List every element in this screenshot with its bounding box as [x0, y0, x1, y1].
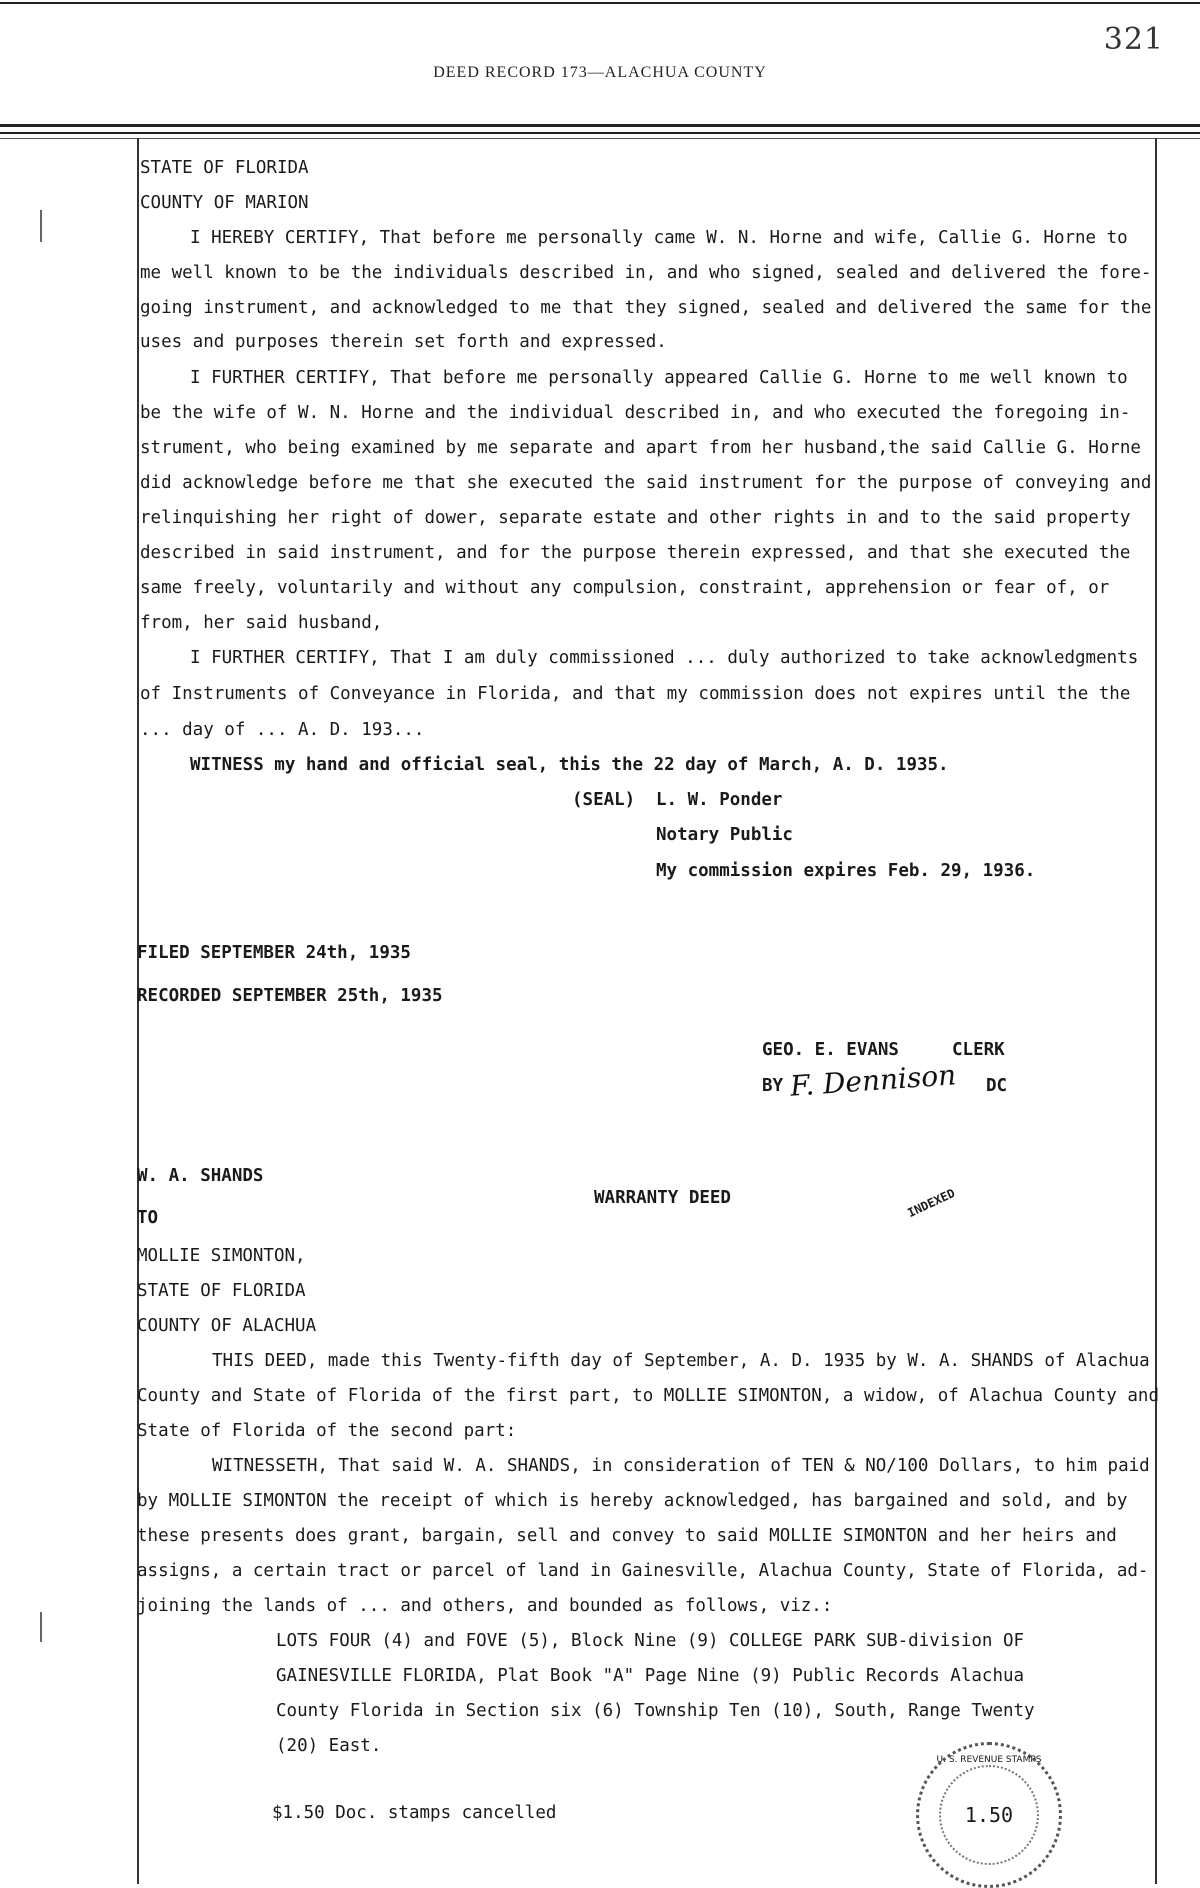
cert-text-line: strument, who being examined by me separate and apart from her husband,the said Callie G. Horne	[140, 438, 1141, 458]
notary-title: Notary Public	[656, 825, 793, 845]
legal-description-line: GAINESVILLE FLORIDA, Plat Book "A" Page Nine (9) Public Records Alachua	[276, 1666, 1025, 1686]
cert-text-line: be the wife of W. N. Horne and the individual described in, and who executed the foregoing in-	[140, 403, 1131, 423]
cert-text-line: going instrument, and acknowledged to me that they signed, sealed and delivered the same for the	[140, 298, 1152, 318]
revenue-stamp	[916, 1742, 1062, 1888]
clerk-signature: F. Dennison	[789, 1058, 958, 1103]
deed-text-line: State of Florida of the second part:	[137, 1421, 517, 1441]
indexed-stamp: INDEXED	[905, 1185, 958, 1221]
cert-seal-label: (SEAL)	[572, 790, 636, 810]
revenue-stamp-text: U. S. REVENUE STAMPS	[936, 1755, 1042, 1765]
deed-to: TO	[137, 1208, 159, 1228]
deed-text-line: by MOLLIE SIMONTON the receipt of which is hereby acknowledged, has bargained and sold, and by	[137, 1491, 1128, 1511]
cert-text-line: described in said instrument, and for the purpose therein expressed, and that she executed the	[140, 543, 1131, 563]
deed-text-line: joining the lands of ... and others, and bounded as follows, viz.:	[137, 1596, 833, 1616]
page-number: 321	[1103, 22, 1164, 57]
by-label: BY	[762, 1076, 784, 1096]
revenue-stamp-amount: 1.50	[964, 1803, 1014, 1827]
cert-text-line: did acknowledge before me that she executed the said instrument for the purpose of conveying and	[140, 473, 1152, 493]
margin-mark	[40, 1612, 42, 1642]
recorded-date: RECORDED SEPTEMBER 25th, 1935	[137, 986, 443, 1006]
left-margin-line	[137, 138, 139, 1884]
header-rule-3	[0, 138, 1200, 139]
deed-text-line: WITNESSETH, That said W. A. SHANDS, in consideration of TEN & NO/100 Dollars, to him paid	[212, 1456, 1150, 1476]
header-title: DEED RECORD 173—ALACHUA COUNTY	[433, 64, 767, 81]
commission-expires: My commission expires Feb. 29, 1936.	[656, 861, 1036, 881]
cert-text-line: relinquishing her right of dower, separate estate and other rights in and to the said property	[140, 508, 1131, 528]
cert-state: STATE OF FLORIDA	[140, 158, 309, 178]
header-rule	[0, 124, 1200, 127]
margin-mark	[40, 210, 42, 242]
cert-text-line: I FURTHER CERTIFY, That before me personally appeared Callie G. Horne to me well known to	[190, 368, 1128, 388]
cert-text-line: uses and purposes therein set forth and expressed.	[140, 332, 667, 352]
deed-state: STATE OF FLORIDA	[137, 1281, 306, 1301]
right-margin-line	[1155, 138, 1157, 1884]
header-rule-2	[0, 132, 1200, 134]
clerk-label: CLERK	[952, 1040, 1005, 1060]
filed-date: FILED SEPTEMBER 24th, 1935	[137, 943, 411, 963]
cert-text-line: I HEREBY CERTIFY, That before me personally came W. N. Horne and wife, Callie G. Horne to	[190, 228, 1128, 248]
clerk-name: GEO. E. EVANS	[762, 1040, 899, 1060]
legal-description-line: County Florida in Section six (6) Township Ten (10), South, Range Twenty	[276, 1701, 1035, 1721]
cert-text-line: me well known to be the individuals described in, and who signed, sealed and delivered the fore-	[140, 263, 1152, 283]
deed-title: WARRANTY DEED	[594, 1188, 731, 1208]
cert-text-line: same freely, voluntarily and without any compulsion, constraint, apprehension or fear of, or	[140, 578, 1110, 598]
cert-text-line: ... day of ... A. D. 193...	[140, 720, 425, 740]
grantee: MOLLIE SIMONTON,	[137, 1246, 306, 1266]
cert-text-line: from, her said husband,	[140, 613, 383, 633]
grantor: W. A. SHANDS	[137, 1166, 264, 1186]
top-border	[0, 2, 1200, 4]
cert-text-line: I FURTHER CERTIFY, That I am duly commissioned ... duly authorized to take acknowledgments	[190, 648, 1139, 668]
cert-text-line: of Instruments of Conveyance in Florida, and that my commission does not expires until the the	[140, 684, 1131, 704]
cert-county: COUNTY OF MARION	[140, 193, 309, 213]
deed-text-line: County and State of Florida of the first part, to MOLLIE SIMONTON, a widow, of Alachua County and	[137, 1386, 1159, 1406]
legal-description-line: LOTS FOUR (4) and FOVE (5), Block Nine (9) COLLEGE PARK SUB-division OF	[276, 1631, 1025, 1651]
legal-description-line: (20) East.	[276, 1736, 382, 1756]
deed-text-line: assigns, a certain tract or parcel of land in Gainesville, Alachua County, State of Florida, ad-	[137, 1561, 1149, 1581]
deed-text-line: these presents does grant, bargain, sell and convey to said MOLLIE SIMONTON and her heirs and	[137, 1526, 1117, 1546]
deed-county: COUNTY OF ALACHUA	[137, 1316, 317, 1336]
deed-text-line: THIS DEED, made this Twenty-fifth day of September, A. D. 1935 by W. A. SHANDS of Alachua	[212, 1351, 1150, 1371]
stamps-note: $1.50 Doc. stamps cancelled	[272, 1803, 557, 1823]
cert-witness: WITNESS my hand and official seal, this the 22 day of March, A. D. 1935.	[190, 755, 949, 775]
notary-name: L. W. Ponder	[656, 790, 783, 810]
dc-label: DC	[986, 1076, 1008, 1096]
